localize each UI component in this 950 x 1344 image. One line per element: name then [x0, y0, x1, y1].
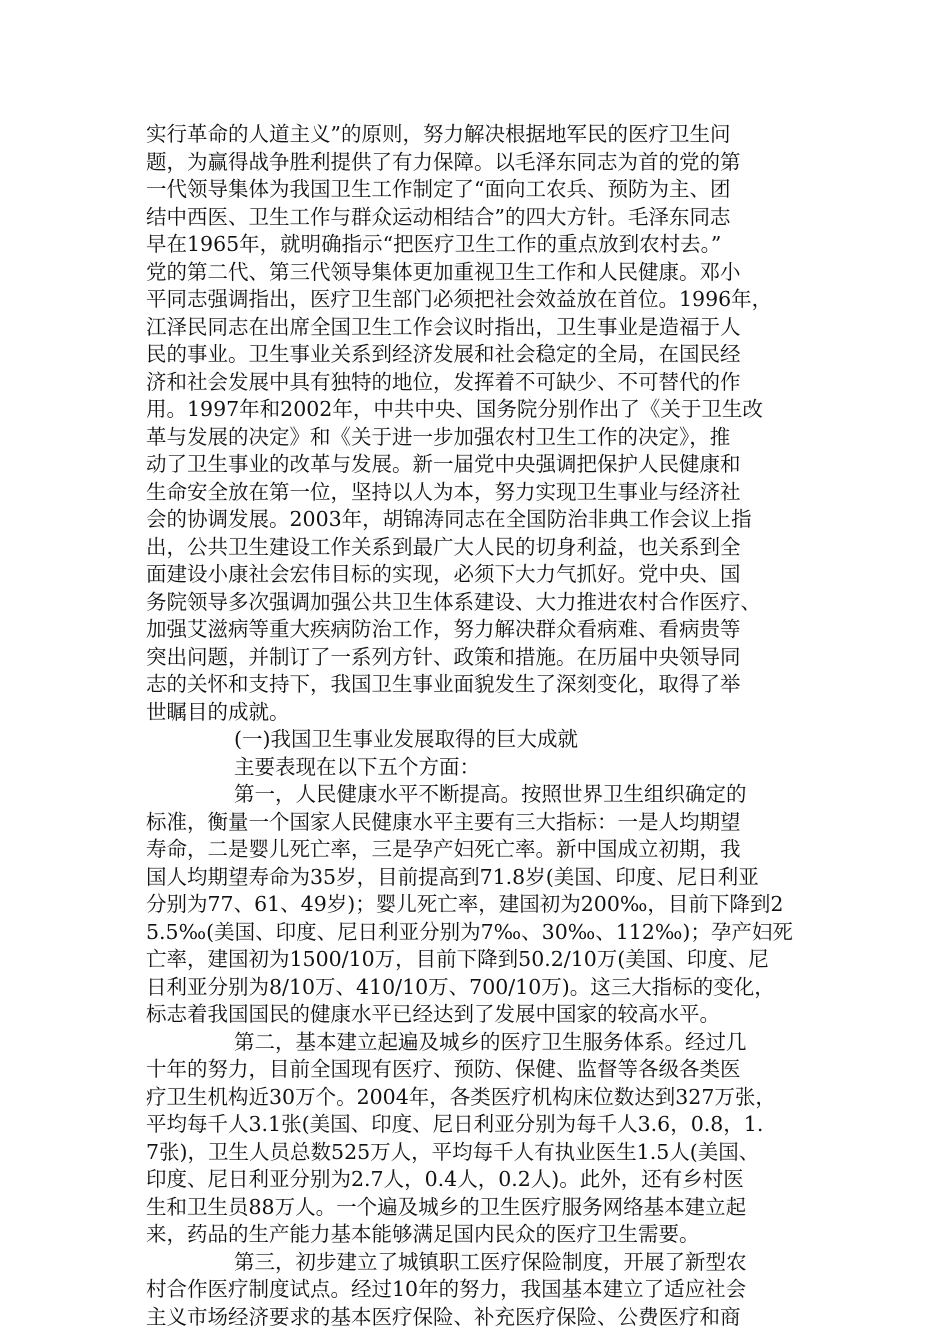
text-line: 生和卫生员88万人。一个遍及城乡的卫生医疗服务网络基本建立起 [146, 1194, 747, 1219]
text-line: 平均每千人3.1张(美国、印度、尼日利亚分别为每千人3.6，0.8，1. [146, 1112, 764, 1136]
text-line: 亡率，建国初为1500/10万，目前下降到50.2/10万(美国、印度、尼 [146, 947, 769, 971]
text-line: 用。1997年和2002年，中共中央、国务院分别作出了《关于卫生改 [146, 397, 763, 421]
text-line: 革与发展的决定》和《关于进一步加强农村卫生工作的决定》，推 [146, 424, 731, 449]
text-line: 村合作医疗制度试点。经过10年的努力，我国基本建立了适应社会 [146, 1277, 747, 1301]
text-line: 第一，人民健康水平不断提高。按照世界卫生组织确定的 [234, 782, 747, 806]
text-line: 寿命，二是婴儿死亡率，三是孕产妇死亡率。新中国成立初期，我 [146, 837, 741, 861]
text-line: 民的事业。卫生事业关系到经济发展和社会稳定的全局，在国民经 [146, 342, 741, 366]
text-line: 来，药品的生产能力基本能够满足国内民众的医疗卫生需要。 [146, 1222, 700, 1246]
body-text [146, 121, 806, 1331]
text-line: 一代领导集体为我国卫生工作制定了“面向工农兵、预防为主、团 [146, 177, 731, 201]
text-line: 标准，衡量一个国家人民健康水平主要有三大指标：一是人均期望 [146, 809, 741, 834]
text-line: 世瞩目的成就。 [146, 699, 290, 724]
text-line: 日利亚分别为8/10万、410/10万、700/10万)。这三大指标的变化， [146, 974, 775, 999]
text-line: 党的第二代、第三代领导集体更加重视卫生工作和人民健康。邓小 [146, 259, 741, 284]
text-line: 实行革命的人道主义”的原则，努力解决根据地军民的医疗卫生问 [146, 122, 731, 146]
text-line: 分别为77、61、49岁)；婴儿死亡率，建国初为200‰，目前下降到2 [146, 892, 784, 916]
text-line: 印度、尼日利亚分别为2.7人，0.4人，0.2人)。此外，还有乡村医 [146, 1167, 744, 1191]
text-line: 标志着我国国民的健康水平已经达到了发展中国家的较高水平。 [146, 1002, 720, 1026]
text-line: 面建设小康社会宏伟目标的实现，必须下大力气抓好。党中央、国 [146, 562, 741, 586]
text-line: 主义市场经济要求的基本医疗保险、补充医疗保险、公费医疗和商 [146, 1304, 741, 1329]
text-line: 5.5‰(美国、印度、尼日利亚分别为7‰、30‰、112‰)；孕产妇死 [146, 919, 793, 944]
text-line: 济和社会发展中具有独特的地位，发挥着不可缺少、不可替代的作 [146, 369, 741, 394]
text-line: 第二，基本建立起遍及城乡的医疗卫生服务体系。经过几 [234, 1029, 747, 1054]
text-line: 早在1965年，就明确指示“把医疗卫生工作的重点放到农村去。” [146, 232, 722, 256]
text-line: 动了卫生事业的改革与发展。新一届党中央强调把保护人民健康和 [146, 452, 741, 476]
text-line: 国人均期望寿命为35岁，目前提高到71.8岁(美国、印度、尼日利亚 [146, 864, 759, 889]
text-line: 结中西医、卫生工作与群众运动相结合”的四大方针。毛泽东同志 [146, 204, 731, 229]
text-line: 生命安全放在第一位，坚持以人为本，努力实现卫生事业与经济社 [146, 479, 741, 504]
text-line: 出，公共卫生建设工作关系到最广大人民的切身利益，也关系到全 [146, 534, 741, 559]
text-line: 疗卫生机构近30万个。2004年，各类医疗机构床位数达到327万张， [146, 1084, 776, 1109]
text-line: 突出问题，并制订了一系列方针、政策和措施。在历届中央领导同 [146, 644, 741, 669]
text-line: 平同志强调指出，医疗卫生部门必须把社会效益放在首位。1996年， [146, 287, 773, 311]
text-line: 加强艾滋病等重大疾病防治工作，努力解决群众看病难、看病贵等 [146, 617, 741, 641]
text-line: 十年的努力，目前全国现有医疗、预防、保健、监督等各级各类医 [146, 1057, 741, 1081]
text-line: 第三，初步建立了城镇职工医疗保险制度，开展了新型农 [234, 1249, 747, 1274]
text-line: 江泽民同志在出席全国卫生工作会议时指出，卫生事业是造福于人 [146, 314, 741, 339]
text-line: (一)我国卫生事业发展取得的巨大成就 [234, 727, 578, 751]
text-line: 会的协调发展。2003年，胡锦涛同志在全国防治非典工作会议上指 [146, 507, 752, 531]
text-line: 主要表现在以下五个方面： [234, 754, 480, 779]
text-line: 志的关怀和支持下，我国卫生事业面貌发生了深刻变化，取得了举 [146, 672, 741, 696]
text-line: 题，为赢得战争胜利提供了有力保障。以毛泽东同志为首的党的第 [146, 149, 741, 174]
text-line: 务院领导多次强调加强公共卫生体系建设、大力推进农村合作医疗、 [146, 589, 761, 614]
text-line: 7张)，卫生人员总数525万人，平均每千人有执业医生1.5人(美国、 [146, 1139, 760, 1164]
